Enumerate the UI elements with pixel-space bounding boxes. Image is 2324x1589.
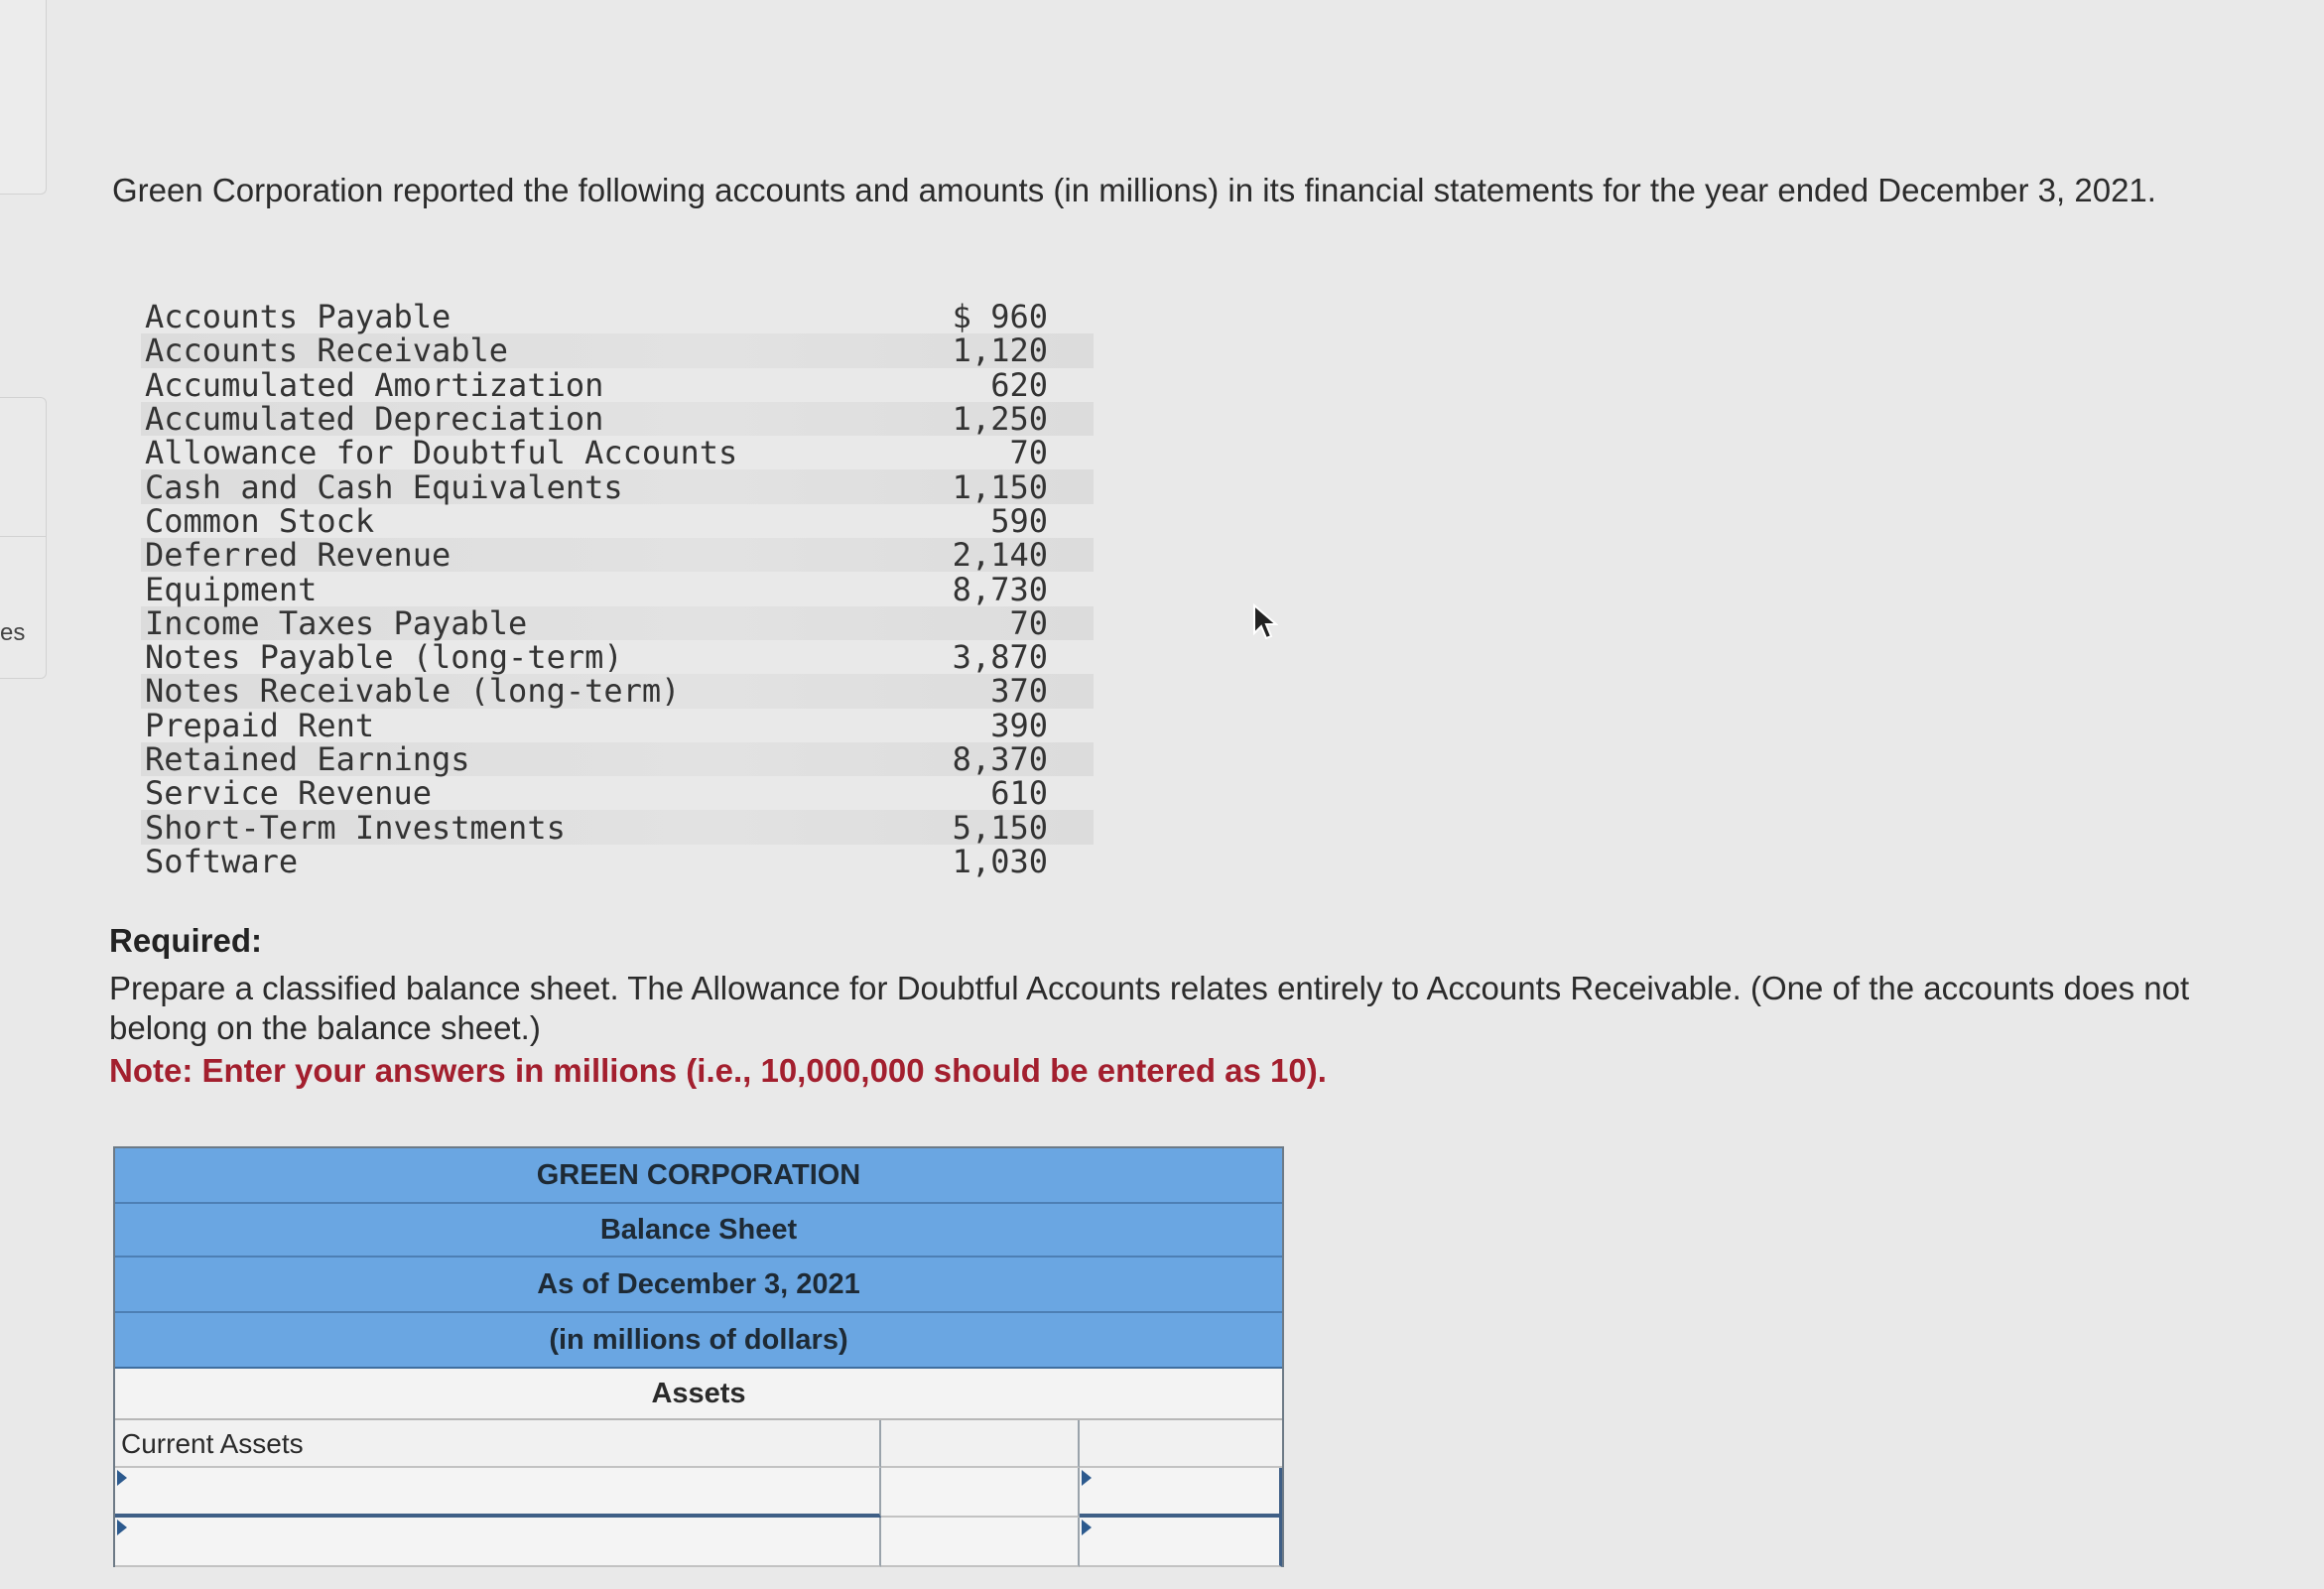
statement-date: As of December 3, 2021 [115, 1258, 1282, 1313]
entry-note: Note: Enter your answers in millions (i.e., 10,000,000 should be entered as 10). [109, 1052, 1327, 1089]
account-amount: $ 960 [952, 298, 1048, 336]
dropdown-marker-icon [117, 1520, 127, 1535]
amount-input-2[interactable] [881, 1518, 1080, 1567]
account-name: Accumulated Amortization [145, 365, 604, 404]
account-name: Notes Payable (long-term) [145, 638, 623, 677]
account-row [141, 467, 1094, 506]
company-name: GREEN CORPORATION [115, 1148, 1282, 1204]
current-assets-total-cell [1080, 1420, 1282, 1468]
account-row [141, 808, 1094, 847]
dropdown-marker-icon [1082, 1470, 1092, 1486]
assets-section-header: Assets [115, 1369, 1282, 1420]
account-amount: 5,150 [952, 808, 1048, 847]
account-row [141, 672, 1094, 711]
dropdown-marker-icon [117, 1470, 127, 1486]
current-assets-amount-cell [881, 1420, 1080, 1468]
account-name: Income Taxes Payable [145, 603, 528, 642]
account-amount: 610 [990, 774, 1048, 813]
current-assets-label: Current Assets [115, 1420, 881, 1468]
account-row [141, 740, 1094, 779]
account-row [141, 331, 1094, 370]
account-name: Service Revenue [145, 774, 432, 813]
balance-sheet-form [113, 1146, 1284, 1567]
left-nav-label[interactable]: es [0, 619, 26, 646]
account-amount: 3,870 [952, 638, 1048, 677]
account-name: Accumulated Depreciation [145, 400, 604, 439]
account-amount: 8,730 [952, 570, 1048, 608]
account-row [141, 365, 1094, 404]
account-name: Cash and Cash Equivalents [145, 467, 623, 506]
account-amount: 370 [990, 672, 1048, 711]
left-nav-divider [0, 536, 46, 537]
account-name: Common Stock [145, 501, 375, 540]
account-name: Equipment [145, 570, 318, 608]
left-panel-tab[interactable] [0, 0, 47, 195]
account-row [141, 501, 1094, 540]
statement-title: Balance Sheet [115, 1204, 1282, 1258]
account-row [141, 536, 1094, 575]
account-select-1[interactable] [115, 1468, 881, 1518]
account-amount: 70 [1009, 434, 1048, 472]
account-amount: 1,120 [952, 331, 1048, 370]
account-name: Software [145, 842, 299, 880]
account-row [141, 603, 1094, 642]
balance-sheet-grid [115, 1420, 1282, 1567]
account-row [141, 434, 1094, 472]
account-name: Deferred Revenue [145, 536, 452, 575]
account-amount: 1,030 [952, 842, 1048, 880]
account-amount: 2,140 [952, 536, 1048, 575]
account-row [141, 570, 1094, 608]
account-amount: 70 [1009, 603, 1048, 642]
account-name: Notes Receivable (long-term) [145, 672, 681, 711]
account-select-2[interactable] [115, 1518, 881, 1567]
account-name: Accounts Receivable [145, 331, 509, 370]
account-row [141, 774, 1094, 813]
required-instructions: Prepare a classified balance sheet. The Allowance for Doubtful Accounts relates entirely to Accounts Receivable. (One of the accounts does not belong on the balance sheet.) [109, 970, 2190, 1046]
account-row [141, 638, 1094, 677]
amount-input-1[interactable] [881, 1468, 1080, 1518]
account-name: Allowance for Doubtful Accounts [145, 434, 738, 472]
account-amount: 8,370 [952, 740, 1048, 779]
account-amount: 590 [990, 501, 1048, 540]
account-name: Prepaid Rent [145, 706, 375, 744]
statement-units: (in millions of dollars) [115, 1313, 1282, 1369]
account-name: Retained Earnings [145, 740, 470, 779]
account-row [141, 842, 1094, 880]
account-amount: 1,250 [952, 400, 1048, 439]
account-row [141, 706, 1094, 744]
mouse-cursor-icon [1252, 603, 1278, 641]
accounts-list [141, 300, 1094, 878]
account-amount: 1,150 [952, 467, 1048, 506]
account-name: Accounts Payable [145, 298, 452, 336]
required-heading: Required: [109, 922, 263, 959]
account-amount: 620 [990, 365, 1048, 404]
dropdown-marker-icon [1082, 1520, 1092, 1535]
total-input-2[interactable] [1080, 1518, 1282, 1567]
account-name: Short-Term Investments [145, 808, 566, 847]
question-intro: Green Corporation reported the following accounts and amounts (in millions) in its financial statements for the year ended December 3, 2021. [112, 172, 2156, 208]
total-input-1[interactable] [1080, 1468, 1282, 1518]
account-row [141, 298, 1094, 336]
account-row [141, 400, 1094, 439]
account-amount: 390 [990, 706, 1048, 744]
